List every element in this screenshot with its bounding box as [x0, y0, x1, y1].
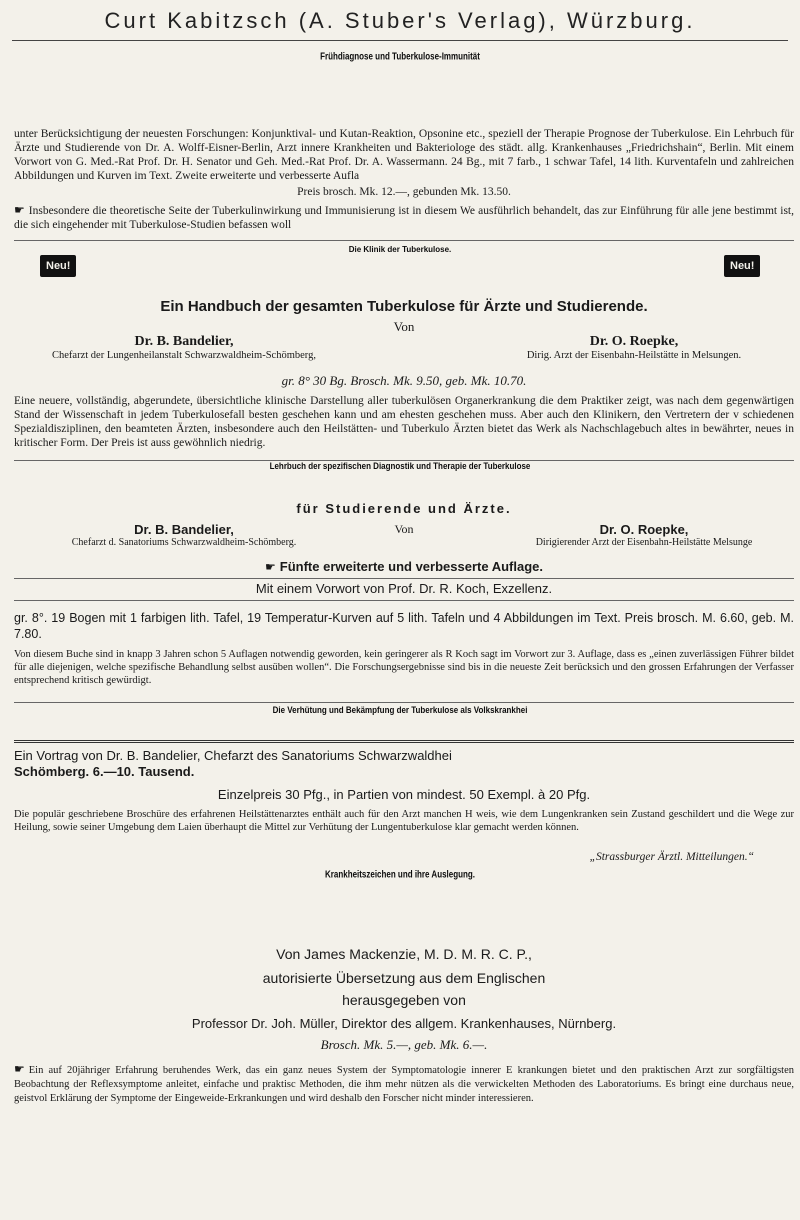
section5-title: Krankheitszeichen und ihre Auslegung.	[325, 868, 475, 880]
section3-subtitle: für Studierende und Ärzte.	[296, 501, 512, 516]
section5-author: Von James Mackenzie, M. D. M. R. C. P.,	[276, 946, 532, 962]
section3-edition	[14, 560, 794, 574]
section3-author2-name: Dr. O. Roepke,	[599, 522, 689, 537]
section1-body: unter Berücksichtigung der neuesten Forschungen: Konjunktival- und Kutan-Reaktion, Opsonine etc., speziell der Therapie Prognose der Tuberkulose. Ein Lehrbuch für Ärzte und Studierende von Dr. A. Wolff-Eisner-Berlin, Arzt innere Krankheiten und Bakteriologe des städt. allg. Krankenhauses „Friedrichshain“, Berlin. Mit einem Vorwort von G. Med.-Rat Prof. Dr. H. Senator und Geh. Med.-Rat Prof. Dr. A. Wassermann. 24 Bg., mit 7 farb., 1 schwar Tafel, 14 lith. Kurventafeln und zahlreichen Abbildungen und Kurven im Text. Zweite erweiterte und verbesserte Aufla	[14, 128, 794, 182]
author1	[34, 334, 334, 361]
section1-note-text: Insbesondere die theoretische Seite der Tuberkulinwirkung und Immunisierung ist in diesem We ausführlich behandelt, das zur Einführung für alle jene bestimmt ist, die sich eingehender mit Tuberkulose-Studien befassen woll	[14, 205, 794, 231]
section1-price: Preis brosch. Mk. 12.—, gebunden Mk. 13.50.	[297, 186, 511, 198]
section3-von: Von	[394, 522, 414, 536]
section4-line2: Schömberg. 6.—10. Tausend.	[14, 764, 195, 779]
header-rule	[12, 40, 788, 41]
section3-rule-a	[14, 578, 794, 579]
section5-price: Brosch. Mk. 5.—, geb. Mk. 6.—.	[320, 1037, 488, 1052]
pointing-hand-icon: ☛	[265, 560, 276, 574]
new-badge-left: Neu!	[40, 255, 76, 277]
section5-line1: autorisierte Übersetzung aus dem Englischen	[262, 970, 546, 986]
section2-price: gr. 8° 30 Bg. Brosch. Mk. 9.50, geb. Mk. 10.70.	[281, 373, 527, 388]
section2-von: Von	[393, 319, 415, 334]
section5-line2: herausgegeben von	[342, 992, 466, 1008]
section3-author1-name: Dr. B. Bandelier,	[134, 522, 234, 537]
section4-body: Die populär geschriebene Broschüre des erfahrenen Heilstättenarztes enthält auch für den Arzt manchen H weis, wie dem Lungenkranken sein Zustand geschildert und die Wege zur Heilung, sowie seiner Umgebung dem Laien überhaupt die Mittel zur Verhütung der Lungentuberkulose klar gemacht werden können.	[14, 809, 794, 833]
author2-name: Dr. O. Roepke,	[589, 334, 679, 349]
section3-edition-text: Fünfte erweiterte und verbesserte Auflage.	[279, 559, 543, 574]
section3-author2	[494, 522, 794, 548]
section2-subtitle: Ein Handbuch der gesamten Tuberkulose für Ärzte und Studierende.	[160, 298, 648, 315]
new-badge-right: Neu!	[724, 255, 760, 277]
author2	[474, 334, 794, 361]
section3-rule-b	[14, 600, 794, 601]
section2-authors	[14, 334, 794, 364]
section4-price: Einzelpreis 30 Pfg., in Partien von mindest. 50 Exempl. à 20 Pfg.	[217, 787, 591, 802]
section1-rule	[14, 240, 794, 241]
pointing-hand-icon: ☛	[14, 1062, 25, 1076]
section2-title: Die Klinik der Tuberkulose.	[348, 245, 452, 254]
author2-role: Dirig. Arzt der Eisenbahn-Heilstätte in Melsungen.	[526, 350, 742, 361]
section3-title: Lehrbuch der spezifischen Diagnostik und Therapie der Tuberkulose	[269, 460, 531, 472]
pointing-hand-icon: ☛	[14, 203, 25, 217]
section3-foreword: Mit einem Vorwort von Prof. Dr. R. Koch, Exzellenz.	[255, 581, 553, 596]
section1-title: Frühdiagnose und Tuberkulose-Immunität	[320, 50, 480, 62]
section4-line1: Ein Vortrag von Dr. B. Bandelier, Chefarzt des Sanatoriums Schwarzwaldhei	[14, 748, 452, 763]
section3-rule-c	[14, 702, 794, 703]
author1-role: Chefarzt der Lungenheilanstalt Schwarzwaldheim-Schömberg,	[52, 350, 316, 361]
section3-authors	[14, 522, 794, 554]
section2-body: Eine neuere, vollständig, abgerundete, übersichtliche klinische Darstellung aller tuberkulösen Organerkrankung die dem Praktiker zeigt, was nach dem gegenwärtigen Stand der Wissenschaft in jedem Tuberkulosefall besten geschehen kann und am ehesten geschehen muss. Aber auch den Klinikern, den Vertretern der v schiedenen Spezialdisziplinen, den beamteten Ärzten, insbesondere auch den Heilstätten- und Tuberkulo Ärzten bietet das Werk als Nachschlagebuch altes in bewährter, neues in kritischer Form. Der Preis ist auss gewöhnlich niedrig.	[14, 395, 794, 449]
section4-quote: „Strassburger Ärztl. Mitteilungen.“	[589, 851, 754, 863]
section1-note	[14, 203, 794, 232]
section5-editor: Professor Dr. Joh. Müller, Direktor des allgem. Krankenhauses, Nürnberg.	[191, 1016, 617, 1031]
section3-author1-role: Chefarzt d. Sanatoriums Schwarzwaldheim-Schömberg.	[71, 537, 297, 548]
section3-price: gr. 8°. 19 Bogen mit 1 farbigen lith. Tafel, 19 Temperatur-Kurven auf 5 lith. Tafeln und 4 Abbildungen im Text. Preis brosch. M. 6.60, geb. M. 7.80.	[14, 611, 794, 641]
section4-rule	[14, 740, 794, 743]
publisher-header: Curt Kabitzsch (A. Stuber's Verlag), Würzburg.	[104, 8, 696, 33]
section3-body: Von diesem Buche sind in knapp 3 Jahren schon 5 Auflagen notwendig geworden, kein geringerer als R Koch sagt im Vorwort zur 3. Auflage, dass es „einen zuverlässigen Führer bildet für alle diejenigen, welche spezifische Behandlung selbst ausüben wollen“. Die Forschungsergebnisse sind bis in die neueste Zeit berücksich und den grossen Erfahrungen der Verfasser entsprechend kritisch gewürdigt.	[14, 649, 794, 686]
author1-name: Dr. B. Bandelier,	[134, 334, 234, 349]
section4-title: Die Verhütung und Bekämpfung der Tuberkulose als Volkskrankhei	[272, 704, 528, 716]
section5-body-text: Ein auf 20jähriger Erfahrung beruhendes Werk, das ein ganz neues System der Symptomatologie innerer E krankungen bietet und den praktischen Arzt zur sorgfältigsten Beobachtung der Reflexsymptome anleitet, einfache und praktisc Methoden, die ihm mehr nützen als die verwickelten Methoden des Laboratoriums. Es bringt eine durchaus neue, geistvol Erklärung der Symptome der Eingeweide-Erkrankungen und wird deshalb den Forscher nicht minder interessieren.	[14, 1065, 794, 1104]
section5-body	[14, 1062, 794, 1106]
section3-author2-role: Dirigierender Arzt der Eisenbahn-Heilstätte Melsunge	[535, 537, 753, 548]
